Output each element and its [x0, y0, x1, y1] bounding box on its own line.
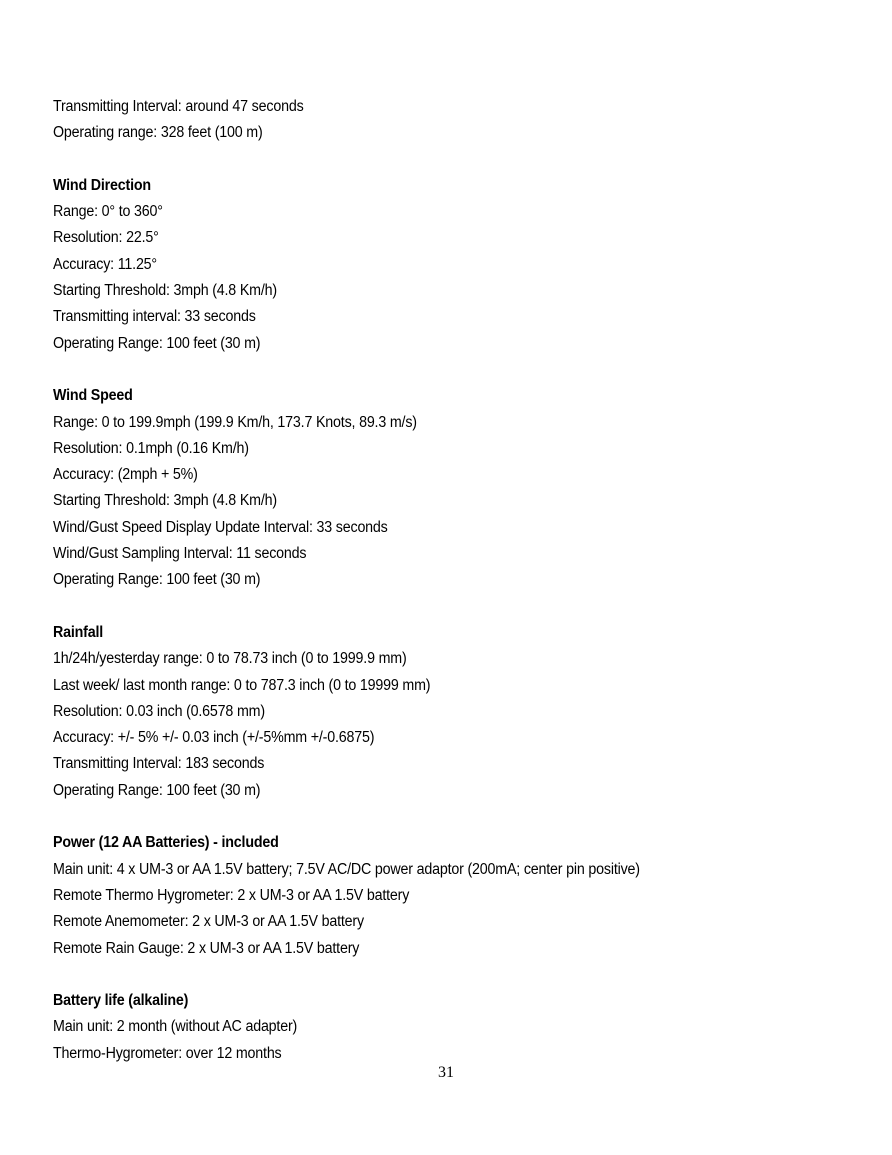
section-heading: Battery life (alkaline): [53, 992, 189, 1010]
section-wind-direction: [53, 173, 853, 357]
section-spacer: [53, 594, 853, 620]
spec-line: Accuracy: +/- 5% +/- 0.03 inch (+/-5%mm +/-0.6875): [53, 729, 375, 747]
spec-line: Resolution: 0.03 inch (0.6578 mm): [53, 702, 265, 720]
section-battery-life: [53, 988, 853, 1067]
spec-line: Remote Rain Gauge: 2 x UM-3 or AA 1.5V battery: [53, 939, 360, 957]
section-spacer: [53, 357, 853, 383]
spec-line: Operating Range: 100 feet (30 m): [53, 571, 261, 589]
spec-line: Starting Threshold: 3mph (4.8 Km/h): [53, 492, 277, 510]
document-page-content: [53, 94, 853, 1067]
spec-line: Range: 0° to 360°: [53, 203, 163, 221]
spec-line: Transmitting Interval: around 47 seconds: [53, 98, 304, 115]
section-heading: Wind Direction: [53, 176, 151, 194]
spec-line: Operating Range: 100 feet (30 m): [53, 781, 261, 799]
intro-block: [53, 94, 853, 147]
section-heading: Wind Speed: [53, 387, 133, 405]
spec-line: Thermo-Hygrometer: over 12 months: [53, 1044, 282, 1062]
spec-line: Resolution: 22.5°: [53, 229, 159, 247]
spec-line: Transmitting interval: 33 seconds: [53, 308, 256, 326]
spec-line: Main unit: 4 x UM-3 or AA 1.5V battery; 7.5V AC/DC power adaptor (200mA; center pin positive): [53, 860, 640, 878]
spec-line: 1h/24h/yesterday range: 0 to 78.73 inch (0 to 1999.9 mm): [53, 650, 407, 668]
spec-line: Wind/Gust Sampling Interval: 11 seconds: [53, 545, 307, 563]
section-spacer: [53, 147, 853, 173]
section-spacer: [53, 962, 853, 988]
spec-line: Remote Thermo Hygrometer: 2 x UM-3 or AA 1.5V battery: [53, 886, 410, 904]
spec-line: Last week/ last month range: 0 to 787.3 inch (0 to 19999 mm): [53, 676, 431, 694]
section-wind-speed: [53, 383, 853, 593]
spec-line: Accuracy: 11.25°: [53, 255, 157, 273]
section-rainfall: [53, 620, 853, 804]
spec-line: Transmitting Interval: 183 seconds: [53, 755, 265, 773]
section-heading: Power (12 AA Batteries) - included: [53, 834, 279, 852]
spec-line: Resolution: 0.1mph (0.16 Km/h): [53, 439, 249, 457]
spec-line: Operating Range: 100 feet (30 m): [53, 334, 261, 352]
spec-line: Operating range: 328 feet (100 m): [53, 124, 263, 142]
spec-line: Remote Anemometer: 2 x UM-3 or AA 1.5V battery: [53, 913, 364, 931]
spec-line: Wind/Gust Speed Display Update Interval: 33 seconds: [53, 518, 388, 536]
section-power: [53, 830, 853, 961]
spec-line: Range: 0 to 199.9mph (199.9 Km/h, 173.7 Knots, 89.3 m/s): [53, 413, 417, 431]
page-number: 31: [438, 1064, 454, 1081]
section-spacer: [53, 804, 853, 830]
section-heading: Rainfall: [53, 623, 104, 641]
spec-line: Starting Threshold: 3mph (4.8 Km/h): [53, 282, 277, 300]
spec-line: Main unit: 2 month (without AC adapter): [53, 1018, 298, 1036]
spec-line: Accuracy: (2mph + 5%): [53, 466, 198, 484]
